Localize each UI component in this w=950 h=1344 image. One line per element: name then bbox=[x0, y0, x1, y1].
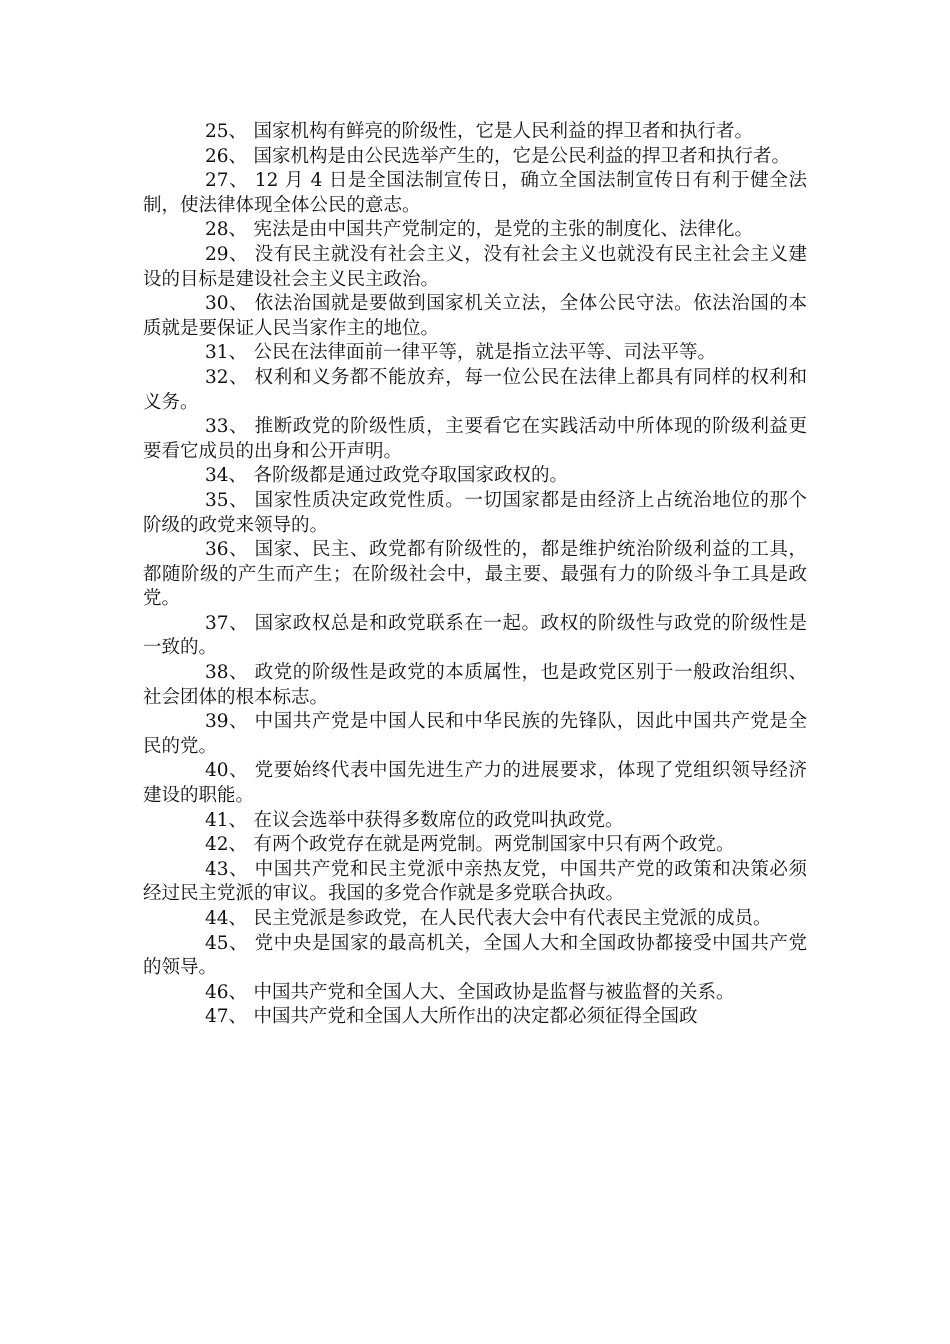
list-item bbox=[143, 759, 807, 808]
item-number: 34、 bbox=[205, 465, 248, 487]
list-item bbox=[143, 218, 807, 243]
list-item bbox=[143, 292, 807, 341]
list-item bbox=[143, 981, 807, 1006]
list-item bbox=[143, 489, 807, 538]
item-text: 党要始终代表中国先进生产力的进展要求，体现了党组织领导经济建设的职能。 bbox=[143, 760, 807, 807]
item-text: 党中央是国家的最高机关，全国人大和全国政协都接受中国共产党的领导。 bbox=[143, 932, 807, 979]
item-text: 宪法是由中国共产党制定的，是党的主张的制度化、法律化。 bbox=[253, 219, 754, 241]
item-text: 中国共产党是中国人民和中华民族的先锋队，因此中国共产党是全民的党。 bbox=[143, 711, 807, 757]
list-item bbox=[143, 932, 807, 981]
item-number: 43、 bbox=[205, 858, 249, 880]
item-text: 国家政权总是和政党联系在一起。政权的阶级性与政党的阶级性是一致的。 bbox=[143, 612, 807, 659]
item-number: 42、 bbox=[205, 834, 248, 856]
item-text: 各阶级都是通过政党夺取国家政权的。 bbox=[253, 465, 569, 487]
list-item bbox=[143, 710, 807, 759]
item-text: 国家机构是由公民选举产生的，它是公民利益的捍卫者和执行者。 bbox=[253, 145, 791, 167]
item-text: 国家、民主、政党都有阶级性的，都是维护统治阶级利益的工具，都随阶级的产生而产生；在阶级社会中，最主要、最强有力的阶级斗争工具是政党。 bbox=[143, 539, 807, 610]
item-text: 12 月 4 日是全国法制宣传日，确立全国法制宣传日有利于健全法制，使法律体现全体公民的意志。 bbox=[143, 170, 807, 216]
item-text: 中国共产党和民主党派中亲热友党，中国共产党的政策和决策必须经过民主党派的审议。我国的多党合作就是多党联合执政。 bbox=[143, 858, 807, 905]
list-item bbox=[143, 341, 807, 366]
item-text: 在议会选举中获得多数席位的政党叫执政党。 bbox=[253, 809, 624, 831]
item-number: 30、 bbox=[205, 293, 249, 315]
list-item bbox=[143, 243, 807, 292]
item-text: 权利和义务都不能放弃，每一位公民在法律上都具有同样的权利和义务。 bbox=[143, 366, 807, 413]
list-item bbox=[143, 833, 807, 858]
document-body bbox=[143, 120, 807, 1030]
item-text: 依法治国就是要做到国家机关立法，全体公民守法。依法治国的本质就是要保证人民当家作主的地位。 bbox=[143, 293, 807, 339]
item-number: 27、 bbox=[205, 170, 249, 192]
item-number: 36、 bbox=[205, 539, 249, 561]
item-text: 民主党派是参政党，在人民代表大会中有代表民主党派的成员。 bbox=[253, 908, 772, 929]
list-item bbox=[143, 120, 807, 145]
item-number: 44、 bbox=[205, 908, 248, 929]
item-text: 有两个政党存在就是两党制。两党制国家中只有两个政党。 bbox=[253, 834, 735, 856]
item-number: 38、 bbox=[205, 662, 249, 684]
list-item bbox=[143, 612, 807, 661]
item-number: 25、 bbox=[205, 121, 248, 142]
item-text: 国家机构有鲜亮的阶级性，它是人民利益的捍卫者和执行者。 bbox=[253, 121, 754, 142]
list-item bbox=[143, 809, 807, 834]
item-number: 29、 bbox=[205, 243, 249, 265]
list-item bbox=[143, 415, 807, 464]
list-item bbox=[143, 366, 807, 415]
list-item bbox=[143, 907, 807, 932]
item-number: 28、 bbox=[205, 219, 248, 241]
item-number: 33、 bbox=[205, 416, 249, 438]
item-number: 37、 bbox=[205, 612, 249, 634]
item-number: 40、 bbox=[205, 760, 249, 782]
item-text: 中国共产党和全国人大、全国政协是监督与被监督的关系。 bbox=[253, 981, 735, 1003]
list-item bbox=[143, 858, 807, 907]
item-number: 32、 bbox=[205, 366, 249, 388]
item-number: 46、 bbox=[205, 981, 248, 1003]
list-item bbox=[143, 538, 807, 612]
list-item bbox=[143, 145, 807, 170]
item-text: 国家性质决定政党性质。一切国家都是由经济上占统治地位的那个阶级的政党来领导的。 bbox=[143, 489, 807, 536]
item-number: 39、 bbox=[205, 711, 249, 733]
list-item bbox=[143, 1005, 807, 1030]
item-number: 41、 bbox=[205, 809, 248, 831]
item-text: 推断政党的阶级性质，主要看它在实践活动中所体现的阶级利益更要看它成员的出身和公开声明。 bbox=[143, 416, 807, 462]
item-text: 中国共产党和全国人大所作出的决定都必须征得全国政 bbox=[253, 1006, 698, 1028]
list-item bbox=[143, 169, 807, 218]
item-number: 31、 bbox=[205, 342, 248, 364]
item-number: 45、 bbox=[205, 932, 249, 954]
item-number: 47、 bbox=[205, 1006, 248, 1028]
item-number: 35、 bbox=[205, 489, 249, 511]
item-number: 26、 bbox=[205, 145, 248, 167]
item-text: 没有民主就没有社会主义，没有社会主义也就没有民主社会主义建设的目标是建设社会主义民主政治。 bbox=[143, 243, 807, 290]
item-text: 公民在法律面前一律平等，就是指立法平等、司法平等。 bbox=[253, 342, 717, 364]
item-text: 政党的阶级性是政党的本质属性，也是政党区别于一般政治组织、社会团体的根本标志。 bbox=[143, 662, 807, 708]
list-item bbox=[143, 661, 807, 710]
list-item bbox=[143, 464, 807, 489]
